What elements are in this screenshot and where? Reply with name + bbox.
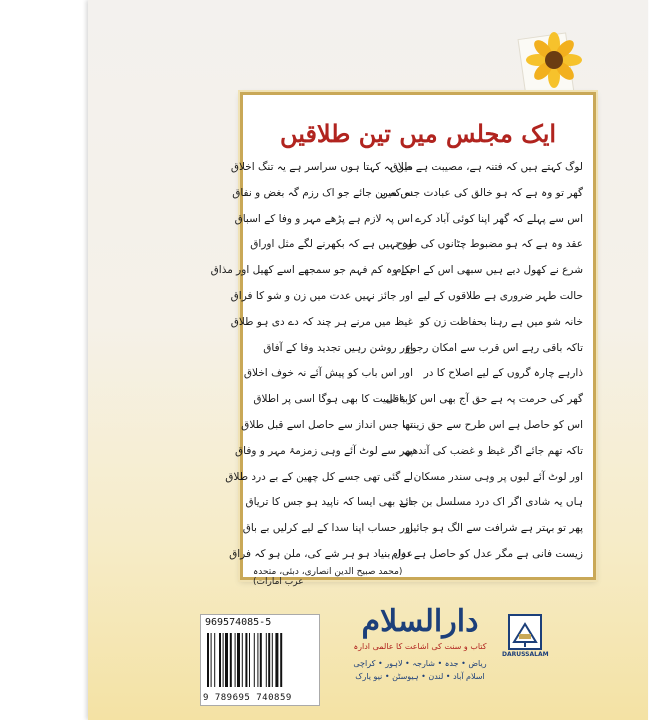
poem-line: اس پہ لازم ہے پڑھے مہر و وفا کے اسباق [234, 212, 413, 225]
poem-line: اور حساب اپنا سدا کے لیے کرلیں بے باق [242, 522, 413, 535]
publisher-name: دارالسلام [361, 604, 479, 639]
poem-line: تاکہ تھم جائے اگر غیظ و غضب کی آندھی [403, 444, 583, 457]
poem-line: پھر تو بہتر ہے شرافت سے الگ ہو جائیں [405, 522, 583, 535]
poem-line: تھا جس انداز سے حاصل اسے قبل طلاق [241, 418, 413, 431]
publisher-cities-2: اسلام آباد • لندن • ہیوسٹن • نیو یارک [355, 672, 485, 681]
poem-line: اور روشن رہیں تجدید وفا کے آفاق [263, 341, 413, 354]
poem-line: عدل بنیاد ہو ہر شے کی، ملن ہو کہ فراق [229, 547, 413, 560]
poem-line: حالت طہر ضروری ہے طلاقوں کے لیے [417, 289, 583, 302]
publisher-cities: ریاض • جدہ • شارجہ • لاہور • کراچی [353, 659, 487, 668]
poem-line: اس کو حاصل ہے اس طرح سے حق زینت [402, 418, 583, 431]
poem-column-left [210, 155, 413, 568]
poem-line: گھر تو وہ ہے کہ ہو خالق کی عبادت جس میں [380, 186, 583, 199]
poem-author: (محمد صبیح الدین انصاری، دبئی، متحدہ عرب امارات) [253, 567, 403, 587]
poem-line: نہ کہ بن جائے جو اک رزم گہ بغض و نفاق [232, 186, 413, 199]
barcode [200, 614, 320, 706]
poem-line: اور اس باب کو پیش آئے نہ خوف اخلاق [243, 367, 413, 380]
isbn-bottom: 9 789695 740859 [203, 693, 292, 703]
barcode-bars [207, 633, 313, 687]
poem-line: لوگ کہتے ہیں کہ فتنہ ہے، مصیبت ہے طلاق [389, 161, 583, 173]
poem-line: زیست فانی ہے مگر عدل کو حاصل ہے دوام [391, 547, 583, 560]
publisher-tagline: کتاب و سنت کی اشاعت کا عالمی ادارہ [353, 642, 487, 651]
poem-line: وہ نہیں ہے کہ بکھرنے لگے مثل اوراق [250, 238, 413, 251]
poem-line: ذارہے چارہ گروں کے لیے اصلاح کا در [423, 367, 583, 380]
publisher-block [340, 604, 500, 704]
poem-line: اور لوٹ آئے لبوں پر وہی سندر مسکان [413, 470, 583, 483]
poem-line: لے گئی تھی جسے کل چھین کے بے درد طلاق [225, 470, 413, 483]
logo-text: DARUSSALAM [502, 651, 549, 658]
poem-line: خانہ شو میں ہے رہنا بحفاظت زن کو [419, 315, 583, 328]
poem-title: ایک مجلس میں تین طلاقیں [279, 119, 557, 148]
poem-frame [210, 92, 596, 587]
poem-line: ربۂ البیت کا بھی ہوگا اسی پر اطلاق [253, 393, 413, 406]
poem-line: اور جائز نہیں عدت میں زن و شو کا فراق [230, 289, 413, 302]
poem-column-right [380, 155, 583, 568]
poem-line: شرع نے کھول دیے ہیں سبھی اس کے احکام [395, 264, 583, 277]
poem-line: تاکہ باقی رہے اس قرب سے امکان رجوع [405, 341, 583, 354]
poem-line: عقد وہ ہے کہ ہو مضبوط چٹانوں کی طرح [396, 238, 583, 251]
poem-line: درد بھی ایسا کہ ناپید ہو جس کا تریاق [245, 496, 413, 509]
isbn-top: 969574085-5 [205, 617, 272, 628]
poem-line: پھر سے لوٹ آئے وہی زمزمۂ مہر و وفاق [234, 444, 413, 457]
poem-line: اس سے پہلے کہ گھر اپنا کوئی آباد کرے [415, 212, 583, 225]
poem-line: ہے وہ کم فہم جو سمجھے اسے کھیل اور مذاق [210, 264, 413, 277]
poem-line: میں یہ کہتا ہوں سراسر ہے یہ تنگ اخلاق [230, 161, 413, 173]
poem-line: ہاں یہ شادی اگر اک درد مسلسل بن جائے [399, 496, 583, 509]
poem-line: گھر کی حرمت پہ ہے حق آج بھی اس کا باقی [385, 393, 583, 406]
book-back-cover [88, 0, 648, 720]
bookstand-logo-icon [508, 614, 542, 650]
poem-line: غیظ میں مرنے ہر چند کہ دے دی ہو طلاق [230, 315, 413, 328]
